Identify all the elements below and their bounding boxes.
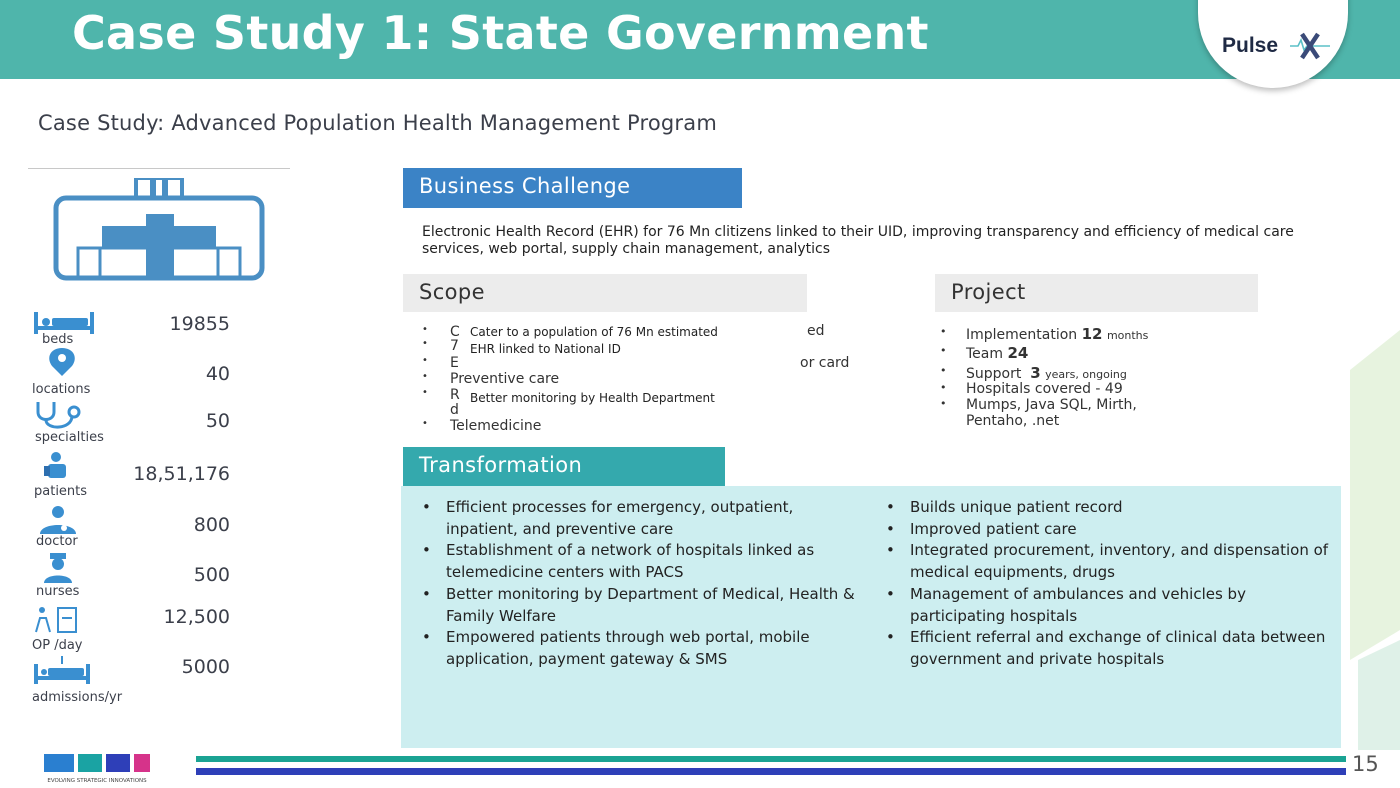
- scope-overlay-note: EHR linked to National ID: [466, 342, 625, 356]
- scope-overlay-note: Better monitoring by Health Department: [466, 391, 719, 405]
- list-item: • Efficient processes for emergency, outpatient, inpatient, and preventive care: [420, 497, 860, 540]
- slide-title: Case Study 1: State Government: [72, 6, 929, 60]
- stethoscope-icon: [32, 400, 96, 430]
- scope-fragment-ed: ed: [807, 323, 825, 339]
- stat-label: beds: [42, 332, 74, 347]
- list-item: • Establishment of a network of hospitals linked as telemedicine centers with PACS: [420, 540, 860, 583]
- transformation-left-list: [420, 497, 860, 671]
- stat-label: patients: [34, 484, 88, 499]
- list-item: • Management of ambulances and vehicles by participating hospitals: [884, 584, 1334, 627]
- transformation-right-list: [884, 497, 1334, 671]
- stat-value: 40: [205, 363, 230, 385]
- business-challenge-heading: Business Challenge: [403, 168, 742, 208]
- esi-logo-icon: [6, 752, 188, 788]
- stat-value: 19855: [169, 313, 230, 335]
- stat-value: 12,500: [163, 606, 230, 628]
- footer-bar-teal: [196, 756, 1346, 762]
- stat-doctor: [30, 504, 230, 554]
- transformation-heading: Transformation: [403, 447, 725, 486]
- project-heading: Project: [935, 274, 1258, 312]
- outpatient-icon: [32, 604, 96, 634]
- stat-locations: [30, 346, 230, 396]
- footer-bar-blue: [196, 768, 1346, 775]
- stat-value: 5000: [181, 656, 230, 678]
- hospital-icon: [52, 178, 266, 282]
- stat-label: nurses: [36, 584, 80, 599]
- slide-header: [0, 0, 1400, 79]
- list-item: • Integrated procurement, inventory, and dispensation of medical equipments, drugs: [884, 540, 1334, 583]
- case-study-title: Case Study: Advanced Population Health Management Program: [38, 111, 717, 135]
- list-item: • Empowered patients through web portal, mobile application, payment gateway & SMS: [420, 627, 860, 670]
- stat-label: locations: [32, 382, 91, 397]
- stat-patients: [30, 450, 230, 500]
- stat-label: doctor: [36, 534, 78, 549]
- list-item: • Improved patient care: [884, 519, 1334, 541]
- stat-admissions: [30, 656, 230, 706]
- stat-op-day: [30, 604, 230, 654]
- svg-text:EVOLVING STRATEGIC INNOVATIONS: EVOLVING STRATEGIC INNOVATIONS: [47, 778, 147, 784]
- list-item: • Efficient referral and exchange of clinical data between government and private hospitals: [884, 627, 1334, 670]
- stat-value: 18,51,176: [133, 463, 230, 485]
- pulse-logo-text: Pulse: [1222, 34, 1279, 57]
- stat-nurses: [30, 553, 230, 603]
- business-challenge-text: Electronic Health Record (EHR) for 76 Mn clitizens linked to their UID, improving transparency and efficiency of medical care services, web portal, supply chain management, analytics: [422, 224, 1294, 257]
- list-item: • Builds unique patient record: [884, 497, 1334, 519]
- stat-label: OP /day: [32, 638, 83, 653]
- patient-icon: [32, 450, 96, 480]
- page-number: 15: [1352, 752, 1379, 776]
- scope-fragment-card: or card: [800, 355, 850, 371]
- scope-heading: Scope: [403, 274, 807, 312]
- nurse-icon: [32, 553, 96, 583]
- list-item: • Better monitoring by Department of Medical, Health & Family Welfare: [420, 584, 860, 627]
- stat-value: 500: [193, 564, 230, 586]
- stat-value: 800: [193, 514, 230, 536]
- admission-bed-icon: [32, 656, 96, 686]
- scope-overlay-note: Cater to a population of 76 Mn estimated: [466, 325, 722, 339]
- stat-label: specialties: [35, 430, 104, 445]
- stat-specialties: [30, 400, 230, 450]
- decorative-shapes: [1348, 330, 1400, 750]
- stat-label: admissions/yr: [32, 690, 123, 705]
- divider: [28, 168, 290, 169]
- pulse-x-logo-icon: [1290, 28, 1330, 62]
- doctor-icon: [32, 504, 96, 534]
- stat-value: 50: [205, 410, 230, 432]
- location-pin-icon: [32, 346, 96, 376]
